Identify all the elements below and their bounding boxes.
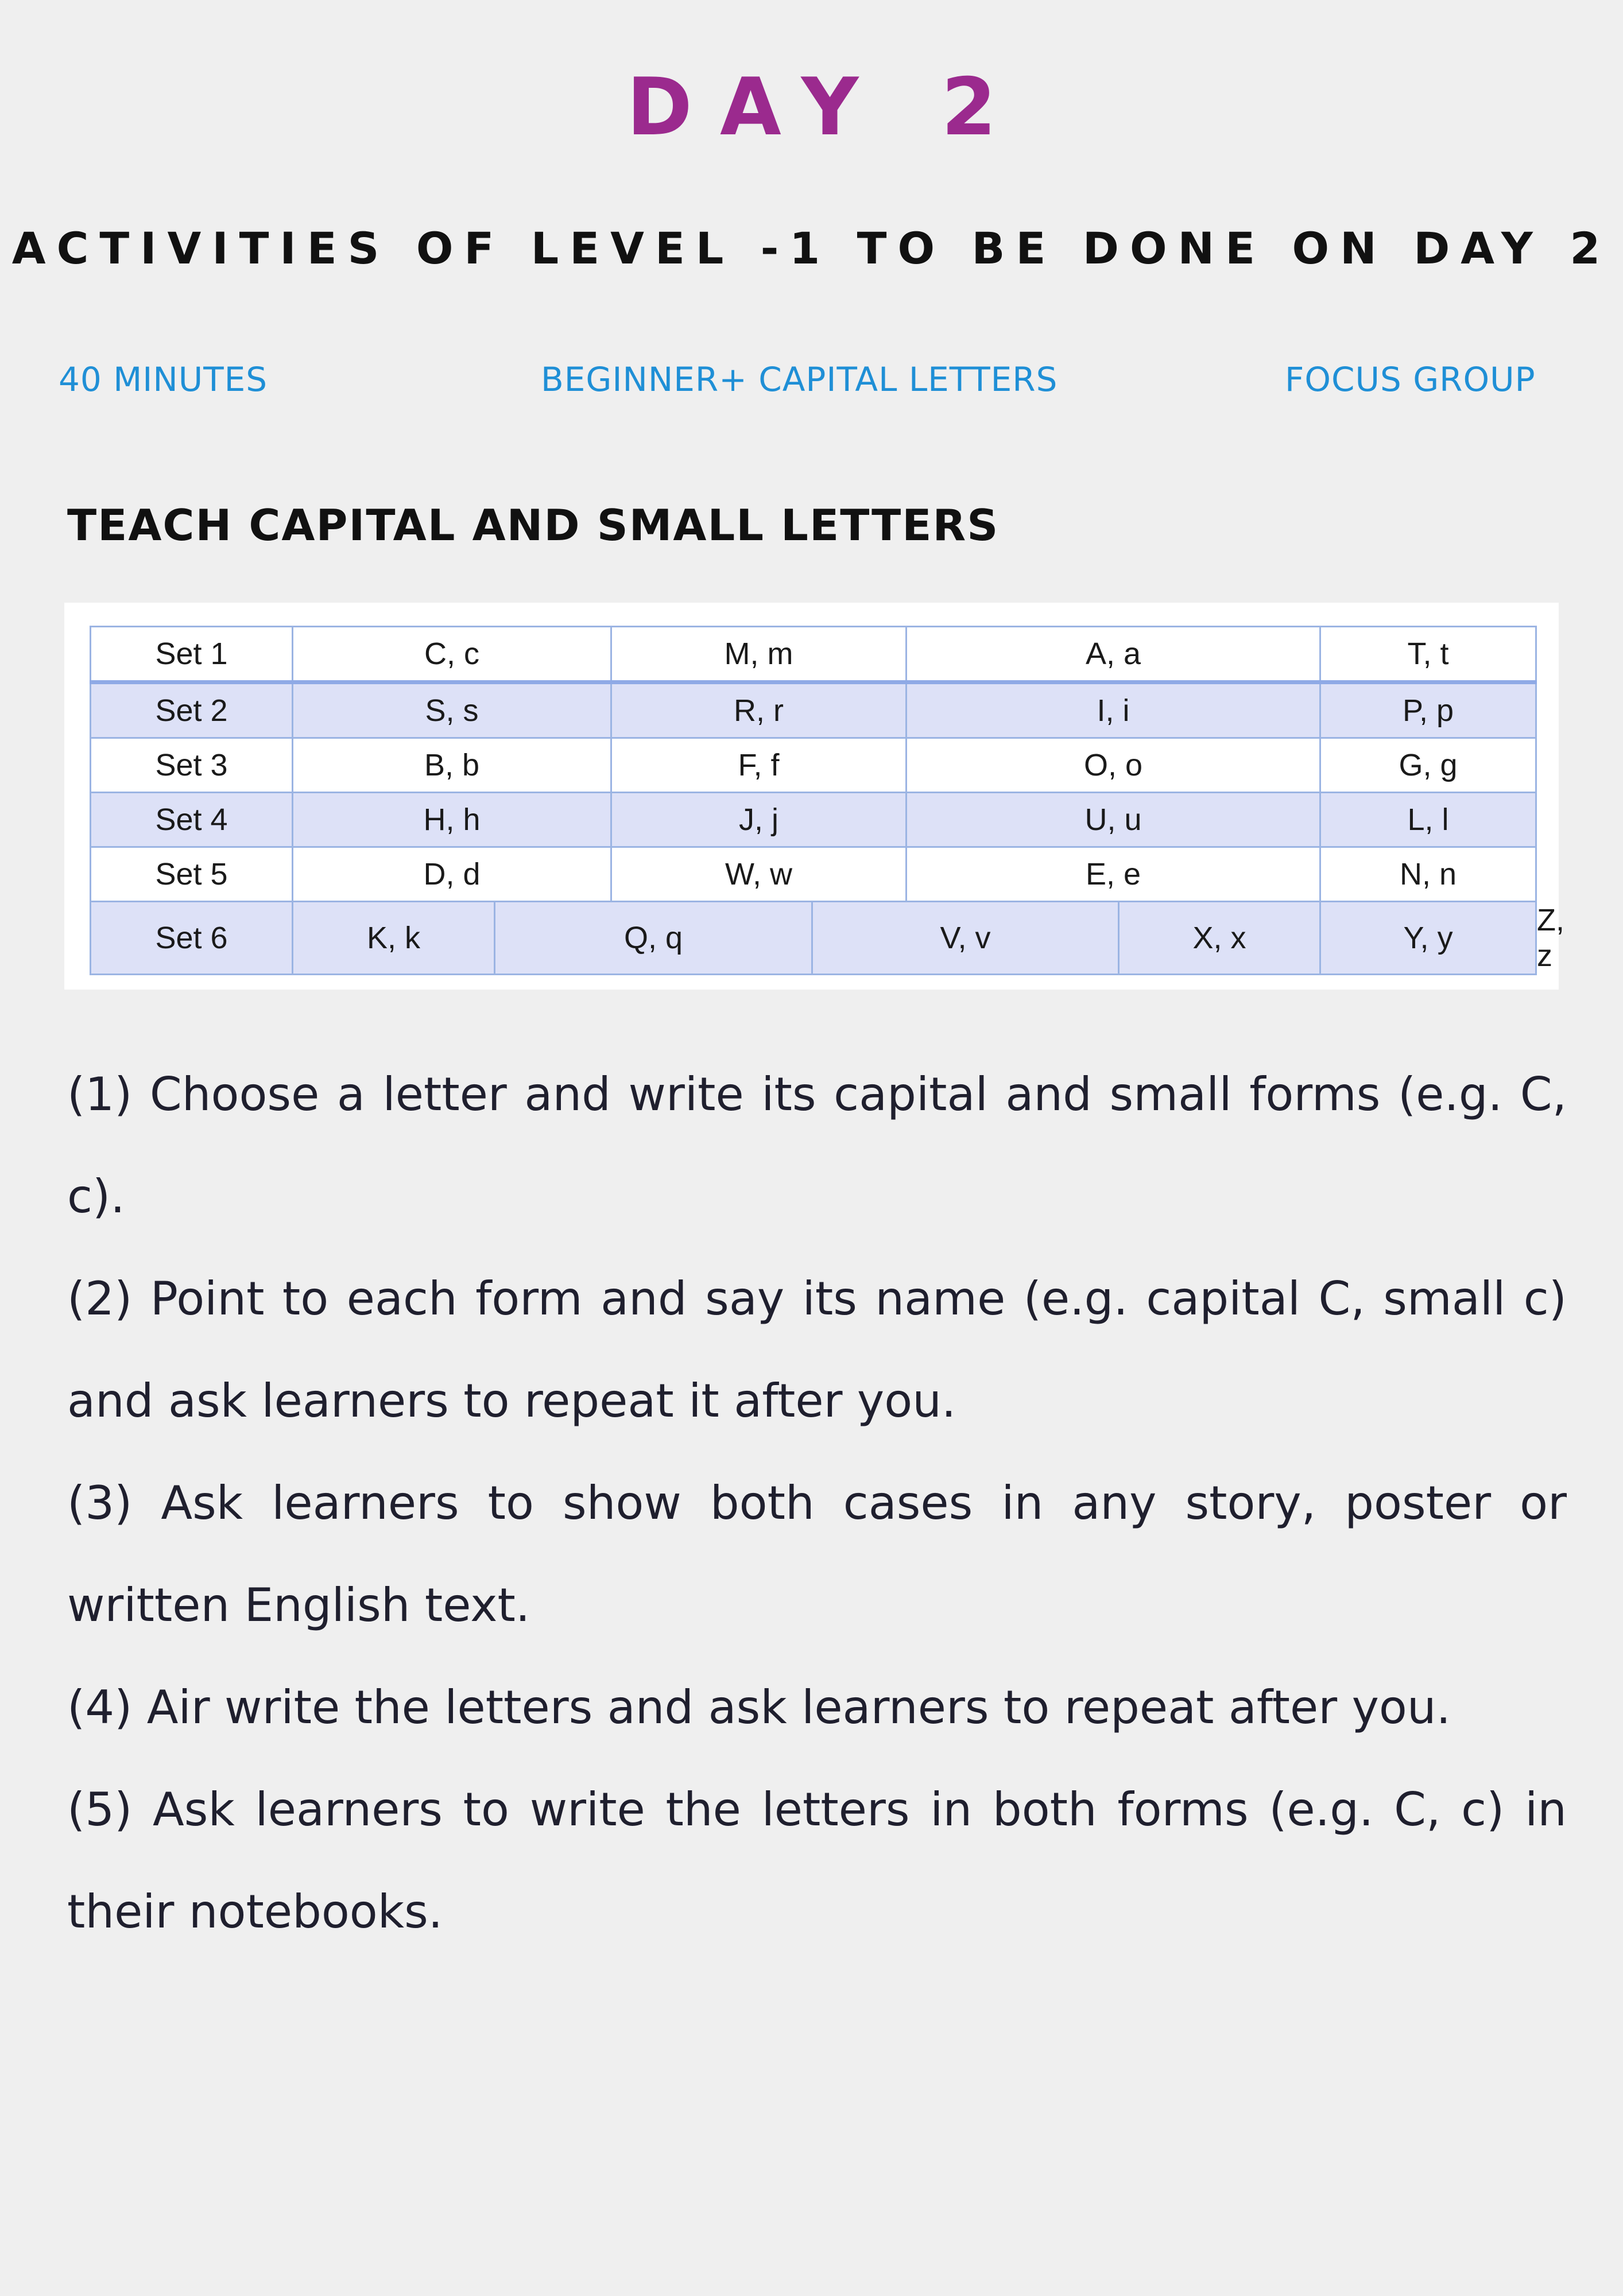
level-label: BEGINNER+ CAPITAL LETTERS: [541, 360, 1058, 399]
group-label: FOCUS GROUP: [1285, 360, 1536, 399]
letter-cell: G, g: [1320, 738, 1536, 793]
instruction-item: (3) Ask learners to show both cases in any story, poster or written English text.: [67, 1476, 1567, 1632]
page-title: DAY 2: [626, 61, 1024, 153]
page-subtitle: ACTIVITIES OF LEVEL -1 TO BE DONE ON DAY 2: [11, 223, 1612, 274]
table-row: [91, 738, 1536, 793]
duration-label: 40 MINUTES: [59, 360, 268, 399]
letter-cell: Y, y: [1320, 902, 1536, 975]
letter-cell: B, b: [293, 738, 611, 793]
letter-cell: Q, q: [495, 902, 812, 975]
letter-cell: R, r: [611, 682, 907, 738]
set-label: Set 3: [91, 738, 293, 793]
letter-table: [90, 626, 1565, 975]
instruction-item: (1) Choose a letter and write its capital and small forms (e.g. C, c).: [67, 1068, 1567, 1223]
set-label: Set 2: [91, 682, 293, 738]
letter-cell: V, v: [812, 902, 1119, 975]
letter-cell: J, j: [611, 793, 907, 847]
instruction-item: (5) Ask learners to write the letters in both forms (e.g. C, c) in their notebooks.: [67, 1783, 1567, 1938]
instruction-item: (2) Point to each form and say its name (e.g. capital C, small c) and ask learners to repeat it after you.: [67, 1272, 1567, 1428]
letter-cell: H, h: [293, 793, 611, 847]
letter-cell: U, u: [907, 793, 1320, 847]
letter-cell: L, l: [1320, 793, 1536, 847]
letter-cell: P, p: [1320, 682, 1536, 738]
table-row: [91, 847, 1536, 902]
letter-cell: D, d: [293, 847, 611, 902]
letter-cell: W, w: [611, 847, 907, 902]
letter-cell: S, s: [293, 682, 611, 738]
set-label: Set 5: [91, 847, 293, 902]
instructions-list: [67, 1044, 1567, 1963]
letter-cell: F, f: [611, 738, 907, 793]
letter-cell: I, i: [907, 682, 1320, 738]
table-row: [91, 793, 1536, 847]
set-label: Set 1: [91, 627, 293, 682]
letter-cell: N, n: [1320, 847, 1536, 902]
letter-cell: O, o: [907, 738, 1320, 793]
letter-cell: X, x: [1119, 902, 1320, 975]
set-label: Set 4: [91, 793, 293, 847]
letter-cell: M, m: [611, 627, 907, 682]
instruction-item: (4) Air write the letters and ask learners to repeat after you.: [67, 1681, 1451, 1734]
letter-cell: C, c: [293, 627, 611, 682]
section-heading: TEACH CAPITAL AND SMALL LETTERS: [67, 500, 1000, 550]
letter-cell: K, k: [293, 902, 495, 975]
table-row: Set 6 K, k Q, q V, v X, x Y, y Z, z: [91, 902, 1536, 975]
set-label: Set 6: [91, 902, 293, 975]
letter-cell: E, e: [907, 847, 1320, 902]
letter-cell: T, t: [1320, 627, 1536, 682]
table-row: [91, 682, 1536, 738]
letter-cell: A, a: [907, 627, 1320, 682]
table-row: [91, 627, 1536, 682]
letter-table-card: [64, 603, 1565, 990]
